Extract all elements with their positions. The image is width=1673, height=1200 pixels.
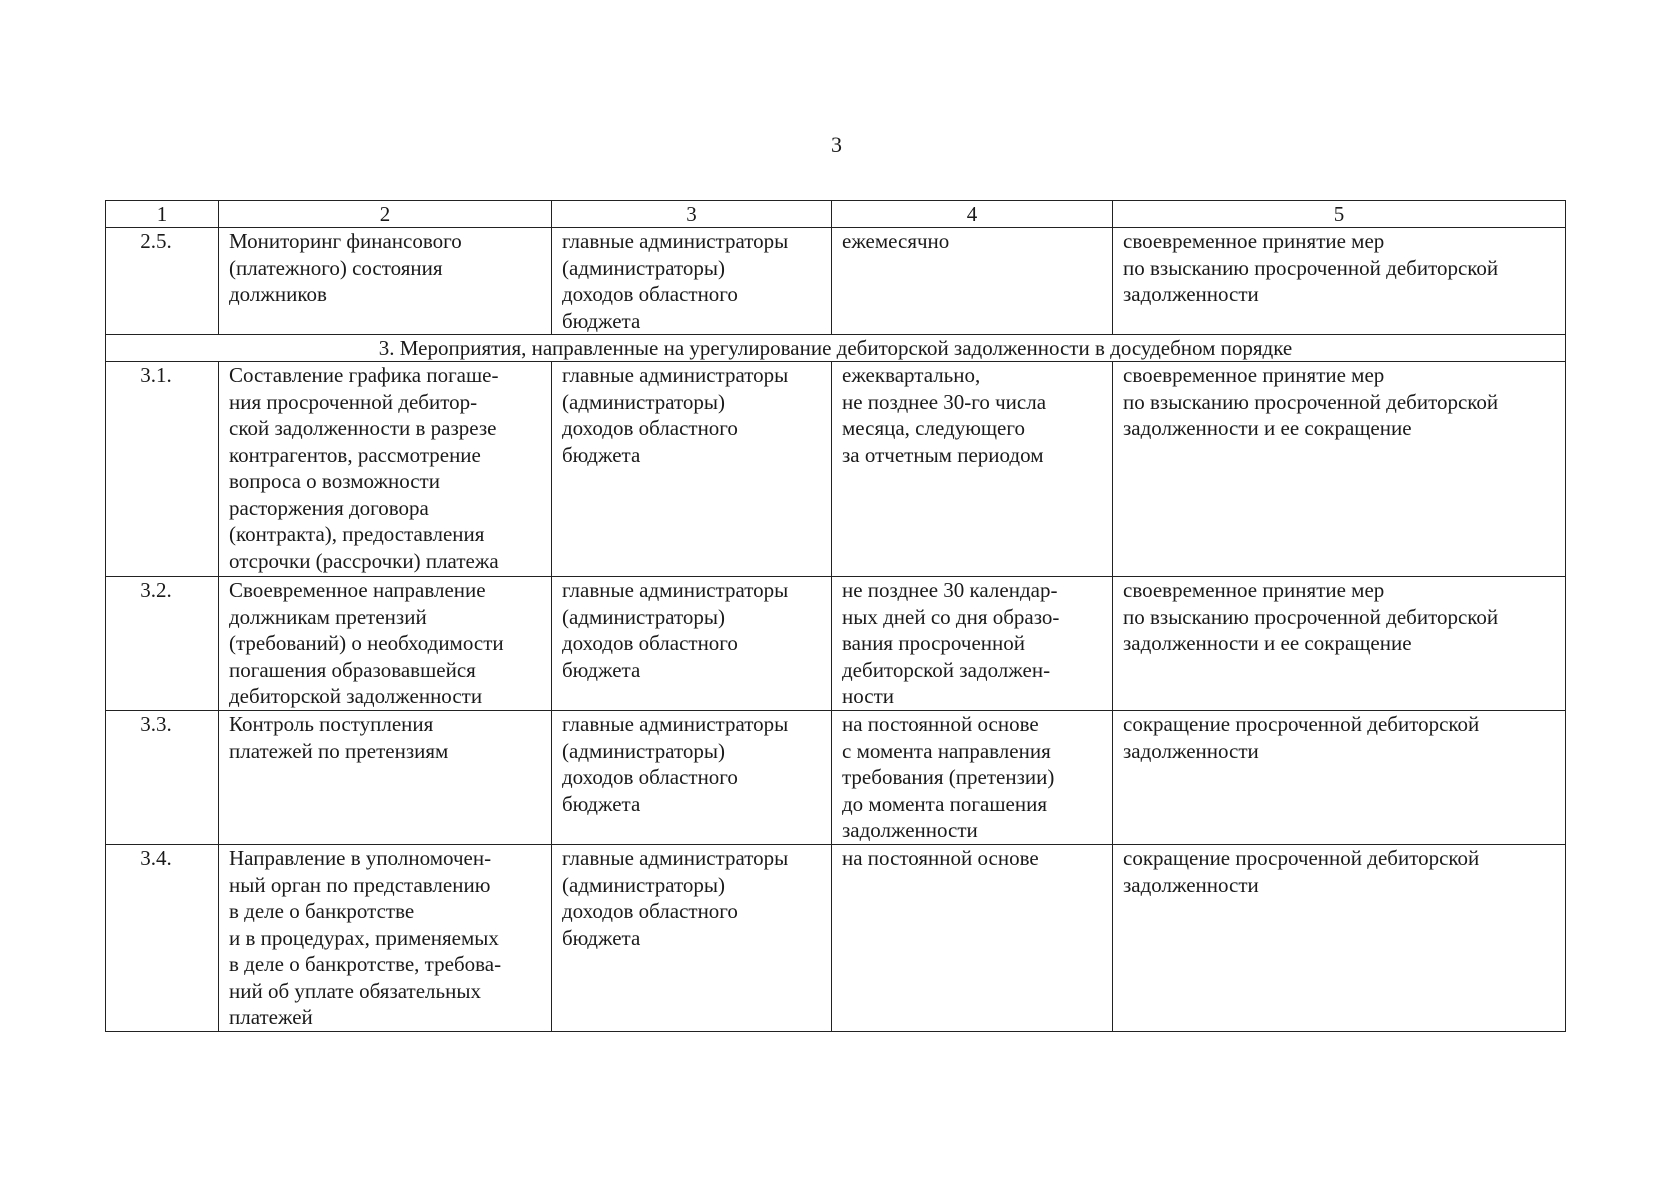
measure-cell: Мониторинг финансового (платежного) состояния должников: [219, 228, 552, 335]
section-3-title: 3. Мероприятия, направленные на урегулирование дебиторской задолженности в досудебном порядке: [106, 335, 1566, 362]
section-heading-row: [106, 335, 1566, 362]
table-row-3-4: [106, 845, 1566, 1032]
column-number-4: 4: [832, 201, 1113, 228]
deadline-cell: ежеквартально, не позднее 30-го числа месяца, следующего за отчетным периодом: [832, 362, 1113, 577]
responsible-cell: главные администраторы (администраторы) доходов областного бюджета: [552, 362, 832, 577]
row-number: 3.2.: [106, 577, 219, 711]
measure-cell: Направление в уполномочен- ный орган по представлению в деле о банкротстве и в процедурах, применяемых в деле о банкротстве, требова- ний об уплате обязательных платежей: [219, 845, 552, 1032]
deadline-cell: на постоянной основе: [832, 845, 1113, 1032]
responsible-cell: главные администраторы (администраторы) доходов областного бюджета: [552, 711, 832, 845]
result-cell: своевременное принятие мер по взысканию просроченной дебиторской задолженности: [1113, 228, 1566, 335]
responsible-cell: главные администраторы (администраторы) доходов областного бюджета: [552, 845, 832, 1032]
deadline-cell: не позднее 30 календар- ных дней со дня образо- вания просроченной дебиторской задолжен- ности: [832, 577, 1113, 711]
row-number: 2.5.: [106, 228, 219, 335]
column-number-row: [106, 201, 1566, 228]
result-cell: сокращение просроченной дебиторской задолженности: [1113, 845, 1566, 1032]
measures-table: [105, 200, 1566, 1032]
row-number: 3.4.: [106, 845, 219, 1032]
column-number-2: 2: [219, 201, 552, 228]
column-number-3: 3: [552, 201, 832, 228]
row-number: 3.3.: [106, 711, 219, 845]
responsible-cell: главные администраторы (администраторы) доходов областного бюджета: [552, 577, 832, 711]
measure-cell: Контроль поступления платежей по претензиям: [219, 711, 552, 845]
deadline-cell: ежемесячно: [832, 228, 1113, 335]
result-cell: своевременное принятие мер по взысканию просроченной дебиторской задолженности и ее сокращение: [1113, 577, 1566, 711]
table-row-3-2: [106, 577, 1566, 711]
row-number: 3.1.: [106, 362, 219, 577]
column-number-5: 5: [1113, 201, 1566, 228]
measure-cell: Составление графика погаше- ния просроченной дебитор- ской задолженности в разрезе контрагентов, рассмотрение вопроса о возможности расторжения договора (контракта), предоставления отсрочки (рассрочки) платежа: [219, 362, 552, 577]
measure-cell: Своевременное направление должникам претензий (требований) о необходимости погашения образовавшейся дебиторской задолженности: [219, 577, 552, 711]
table-row-3-1: [106, 362, 1566, 577]
table-row-2-5: [106, 228, 1566, 335]
responsible-cell: главные администраторы (администраторы) доходов областного бюджета: [552, 228, 832, 335]
deadline-cell: на постоянной основе с момента направления требования (претензии) до момента погашения задолженности: [832, 711, 1113, 845]
result-cell: сокращение просроченной дебиторской задолженности: [1113, 711, 1566, 845]
table-row-3-3: [106, 711, 1566, 845]
page-number: 3: [831, 132, 842, 157]
result-cell: своевременное принятие мер по взысканию просроченной дебиторской задолженности и ее сокращение: [1113, 362, 1566, 577]
column-number-1: 1: [106, 201, 219, 228]
